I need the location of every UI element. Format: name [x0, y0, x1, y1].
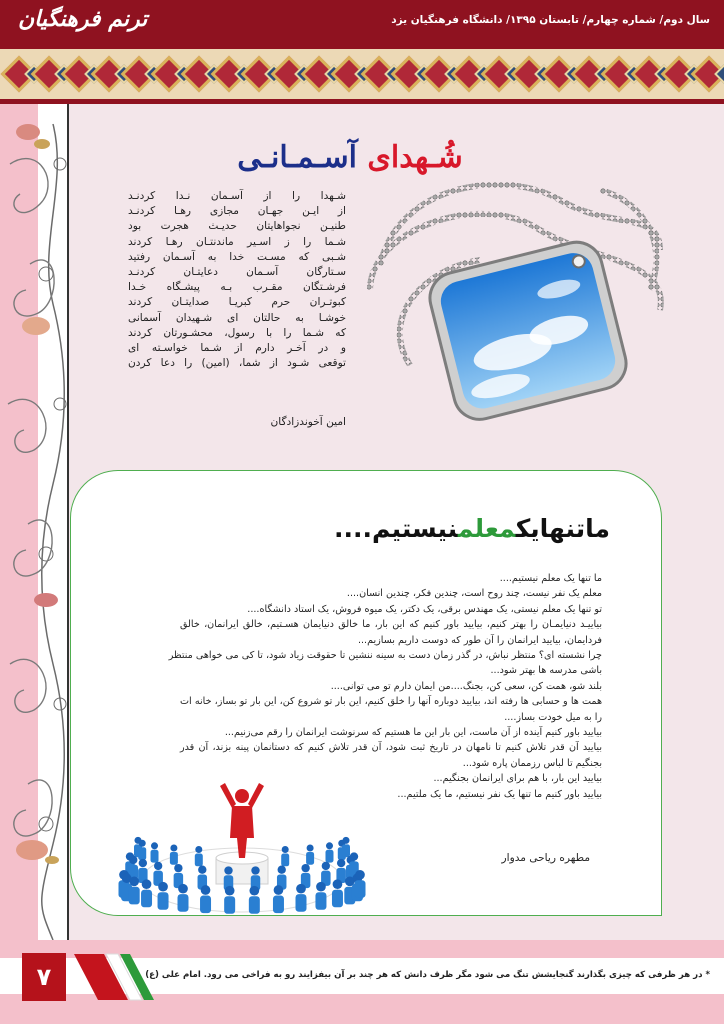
- article1-author: امین آخوندزادگان: [270, 416, 346, 428]
- crowd-person: [306, 844, 314, 864]
- crowd-person: [129, 876, 140, 904]
- article2-title-part3: نیستیم....: [334, 514, 458, 543]
- body-line: چرا نشسته ای؟ منتظر نباش، در گذر زمان دست به سینه ننشین تا حقوقت زیاد شود، تا کی می خواهی منتظر: [168, 650, 602, 662]
- body-line: بیاییـد دنیایمـان را بهتر کنیم، بیایید باور کنیم که این بار، ما خالق دنیایمان هسـتیم، خالق ایرانمان، خالق: [180, 619, 602, 631]
- body-line: همت ها و حسابی ها رفته اند، بیایید دوباره آنها را خلق کنیم، این بار تو شروع کن، این بار تو بساز، خانه ات: [180, 696, 602, 708]
- poem-line: شـبی که مسـت خدا به آسـمان رفتید: [128, 250, 346, 263]
- article2-title: [280, 514, 610, 554]
- body-line: بجنگیم تا لباس رزممان پاره شود...: [462, 757, 602, 769]
- article2-author: مطهره ریاحی مدوار: [501, 852, 590, 864]
- page-number: ۷: [22, 953, 66, 1001]
- body-line: ما تنها یک معلم نیستیم....: [499, 573, 602, 584]
- body-line: باشی مدرسه ها بهتر شود...: [490, 665, 602, 677]
- margin-divider-line: [67, 104, 69, 940]
- dog-tag-icon: [360, 170, 680, 430]
- crowd-person: [296, 884, 307, 912]
- crowd-person: [138, 840, 146, 860]
- poem-line: کبوتـران حرم کبریـا صدایتـان کردند: [128, 296, 346, 309]
- body-line: را به میل خودت بساز....: [504, 711, 602, 723]
- crowd-person: [281, 846, 289, 866]
- poem-line: طنیـن نجواهایتان حدیـث هجرت بود: [128, 220, 346, 233]
- crowd-person: [332, 879, 343, 907]
- article2-title-part2: معلم: [457, 514, 516, 543]
- body-line: فردایمان، بیایید ایرانمان را آن طور که دوست داریم بسازیم...: [357, 634, 602, 646]
- crowd-person: [249, 886, 260, 914]
- crowd-person: [141, 879, 152, 907]
- leader-crowd-icon: [116, 772, 368, 920]
- article1-poem: [128, 189, 346, 371]
- crowd-person: [325, 842, 333, 862]
- crowd-person: [151, 842, 159, 862]
- band-bottom-edge: [0, 99, 724, 104]
- crowd-person: [170, 844, 178, 864]
- poem-line: توقعی شـود از شما، (امین) را دعا کردن: [128, 357, 346, 370]
- poem-line: که شـما را با رسول، محشـورتان کردند: [128, 326, 346, 339]
- article2-body: [168, 571, 602, 802]
- body-line: بلند شو، همت کن، سعی کن، بجنگ....من ایمان دارم تو می توانی....: [330, 680, 602, 692]
- left-swirl-ornament-icon: [0, 104, 68, 940]
- crowd-person: [195, 846, 203, 866]
- crowd-person: [224, 886, 235, 914]
- issue-line: سال دوم/ شماره چهارم/ تابستان ۱۳۹۵/ دانشگاه فرهنگیان یزد: [391, 14, 710, 26]
- body-line: بیایید این بار، با هم برای ایرانمان بجنگیم...: [433, 773, 602, 785]
- crowd-person: [178, 884, 189, 912]
- header-bar: [0, 0, 724, 44]
- ornament-band: [0, 44, 724, 104]
- article1-title-part2: آسـمـانـی: [237, 140, 357, 175]
- poem-line: سـتارگان آسـمان دعایتـان کردنـد: [128, 266, 346, 279]
- body-line: بیایید آن قدر تلاش کنیم تا نامهان در تاریخ ثبت شود، آن قدر تلاش کنیم که دستانمان پینه بزند، آن قدر: [180, 742, 602, 754]
- crowd-person: [355, 870, 366, 898]
- poem-line: شـما را ز اسـیر ماندنتـان رهـا کردند: [128, 235, 346, 248]
- poem-line: خوشـا به حالتان ای شـهیدان آسمانی: [128, 311, 346, 324]
- crowd-person: [273, 885, 284, 913]
- magazine-logo: ترنم فرهنگیان: [18, 6, 148, 32]
- article2-title-part1: ماتنهایک: [515, 514, 610, 543]
- crowd-person: [342, 837, 350, 857]
- body-line: تو تنها یک معلم نیستی، یک مهندس برقی، یک دکتر، یک میوه فروش، یک استاد دانشگاه....: [247, 603, 602, 615]
- band-top-edge: [0, 44, 724, 49]
- dog-tag-illustration: [360, 170, 680, 430]
- crowd-person: [315, 882, 326, 910]
- poem-line: و در آخـر دارم از شـما خواسـته ای: [128, 342, 346, 355]
- footer-quote: * در هر ظرفی که چیزی بگذارند گنجایشش تنگ می شود مگر ظرف دانش که هر چند بر آن بیفزایند رو به فراخی می رود. امام علی (ع): [145, 970, 710, 980]
- crowd-person: [200, 885, 211, 913]
- poem-line: از ایـن جهـان مجازی رهـا کردنـد: [128, 205, 346, 218]
- poem-line: فرشـتگان مقـرب بـه پیشـگاه خـدا: [128, 281, 346, 294]
- body-line: بیایید باور کنیم ما تنها یک نفر نیستیم، ما یک ملتیم...: [397, 788, 602, 800]
- crowd-illustration: [116, 772, 368, 920]
- poem-line: شـهدا را از آسـمان نـدا کردنـد: [128, 190, 346, 202]
- body-line: معلم یک نفر نیست، چند روح است، چندین فکر، چندین انسان....: [346, 588, 602, 600]
- body-line: بیایید باور کنیم آینده از آن ماست، این بار این ما هستیم که سرنوشت ایرانمان را رقم می‌زنیم...: [224, 727, 602, 739]
- article1-title-part1: شُـهدای: [367, 140, 463, 175]
- crowd-person: [158, 882, 169, 910]
